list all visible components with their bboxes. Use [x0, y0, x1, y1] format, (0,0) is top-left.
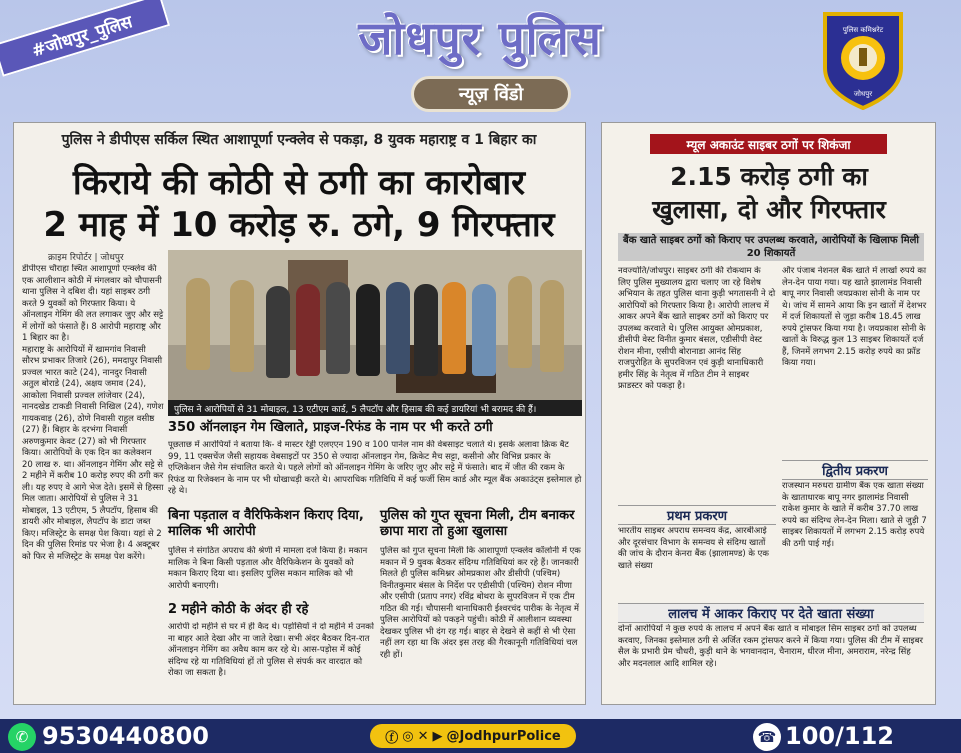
- mule-account-tag: म्यूल अकाउंट साइबर ठगों पर शिकंजा: [650, 134, 887, 154]
- greed-heading: लालच में आकर किराए पर देते खाता संख्या: [618, 603, 924, 623]
- badge-text-bottom: जोधपुर: [853, 90, 873, 98]
- whatsapp-number[interactable]: 9530440800: [42, 722, 209, 750]
- right-subheading: बैंक खाते साइबर ठगों को किराए पर उपलब्ध करवाते, आरोपियों के खिलाफ मिली 20 शिकायतें: [618, 233, 924, 261]
- first-case-paragraph: भारतीय साइबर अपराध समन्वय केंद्र, आरबीआई और दूरसंचार विभाग के समन्वय से संदिग्ध खातों की जांच के दौरान केनरा बैंक (झालामण्ड) के एक खाते संख्या: [618, 526, 769, 571]
- youtube-icon: ▶: [432, 728, 443, 744]
- helpline-number[interactable]: 100/112: [785, 722, 894, 750]
- games-paragraph: पूछताछ में आरोपियों ने बताया कि- वे मास्टर रेड्डी एलएएन 190 व 100 पानेल नाम की वेबसाइट चलाते थे। इसके अलावा क्रिक बैट 99, 11 एक्सचेंज जैसी सहायक वेबसाइटों पर 350 से ज्यादा ऑनलाइन गेम, क्रिकेट मैच सट्टा, कसीनो और विभिन्न प्रकार के एप्लिकेशन जैसे गेम संचालित करते थे। पहले लोगों को ऑनलाइन गेमिंग के जरिए जुए और सट्टे में फंसाते। बाद में जीत की रकम के रिफंड या रिजेक्शन के नाम पर भी धोखाधड़ी करते थे। आपराधिक गतिविधि में कई फर्जी सिम कार्ड और म्यूल बैंक अकाउंट्स इस्तेमाल हो रहे थे।: [168, 440, 582, 496]
- right-body-column1: नवज्योति/जोधपुर। साइबर ठगी की रोकथाम के लिए पुलिस मुख्यालय द्वारा चलाए जा रहे विशेष अभियान के तहत पुलिस थाना कुड़ी भगतासनी ने दो आरोपियों को गिरफ्तार किया है। आरोपी लालच में आकर अपने बैंक खाते साइबर ठगों को किराए पर उपलब्ध करवाते थे। पुलिस आयुक्त ओमप्रकाश, डीसीपी वेस्ट विनीत कुमार बंसल, एडीसीपी वेस्ट रोशन मीना, एसीपी बोरानाडा आनंद सिंह राजपुरोहित के सुपरविजन एवं कुड़ी थानाधिकारी हमीर सिंह के नेतृत्व में गठित टीम ने साइबर फ्राडस्टर को पकड़ा है।: [618, 266, 776, 391]
- second-case-paragraph: राजस्थान मरुधरा ग्रामीण बैंक एक खाता संख्या के खाताधारक बापू नगर झालामंड निवासी राकेश कुमार के खाते में करीब 37.70 लाख रुपये का संदिग्ध लेन-देन मिला। खाते से जुड़ी 7 साइबर शिकायतों में लगभग 2.15 करोड़ रुपये की ठगी पाई गई।: [782, 481, 927, 549]
- two-months-subheading: 2 महीने कोठी के अंदर ही रहे: [168, 602, 309, 617]
- left-headline-line1: किराये की कोठी से ठगी का कारोबार: [72, 163, 526, 203]
- whatsapp-icon[interactable]: ✆: [8, 723, 36, 751]
- social-handle-pill[interactable]: [370, 724, 576, 748]
- right-headline-line2: खुलासा, दो और गिरफ्तार: [652, 195, 886, 224]
- verification-subheading: बिना पड़ताल व वैरिफिकेशन किराए दिया, मालिक भी आरोपी: [168, 508, 364, 539]
- brand-title: जोधपुर पुलिस: [358, 11, 602, 65]
- police-badge-icon: [815, 10, 911, 110]
- photo-caption: पुलिस ने आरोपियों से 31 मोबाइल, 13 एटीएम कार्ड, 5 लैपटॉप और हिसाब की कई डायरियां भी बरामद की हैं।: [168, 400, 582, 416]
- facebook-icon: ⓕ: [385, 730, 399, 746]
- x-icon: ✕: [417, 728, 429, 744]
- two-months-paragraph: आरोपी दो महीने से घर में ही कैद थे। पड़ोसियों ने दो महीने में उनको ना बाहर आते देखा और ना जाते देखा। सभी अंदर बैठकर दिन-रात ऑनलाइन गेमिंग का अवैध काम कर रहे थे। आस-पड़ोस में कोई संदिग्ध रहे या गतिविधियां हों तो पुलिस से संपर्क कर वारदात को रोका जा सकता है।: [168, 622, 374, 678]
- badge-text-top: पुलिस कमिश्नरेट: [842, 26, 884, 34]
- hashtag-banner: #जोधपुर_पुलिस: [0, 0, 170, 77]
- greed-paragraph: दोनों आरोपियों ने कुछ रुपये के लालच में अपने बैंक खाते व मोबाइल सिम साइबर ठगों को उपलब्ध करवाए, जिनका इस्तेमाल ठगी से अर्जित रकम ट्रांसफर करने में किया गया। पुलिस की टीम में साइबर सैल के प्रभारी प्रेम चौधरी, कुड़ी थाने के भगवानदान, चैनाराम, धीरज मीना, अमराराम, नरेन्द्र सिंह और मदनलाल आदि शामिल रहे।: [618, 624, 923, 669]
- social-handle-text: @JodhpurPolice: [446, 728, 561, 744]
- first-case-heading: प्रथम प्रकरण: [618, 505, 776, 525]
- arrest-photo: [168, 250, 582, 400]
- phone-icon: ☎: [753, 723, 781, 751]
- right-headline-line1: 2.15 करोड़ ठगी का: [670, 162, 868, 191]
- right-body-column2: और पंजाब नेशनल बैंक खाते में लाखों रुपये का लेन-देन पाया गया। यह खाते झालामंड निवासी बापू नगर निवासी जयप्रकाश सोनी के नाम पर थे। जांच में सामने आया कि इन खातों में देशभर में दर्ज शिकायतों से जुड़ा करीब 18.45 लाख रुपये ट्रांसफर किया गया है। जयप्रकाश सोनी के खातों के विरुद्ध कुल 13 साइबर शिकायतें दर्ज हैं, जिनमें लगभग 2.15 करोड़ रुपये का फ्रॉड किया गया।: [782, 266, 927, 368]
- tip-subheading: पुलिस को गुप्त सूचना मिली, टीम बनाकर छापा मारा तो हुआ खुलासा: [380, 508, 575, 539]
- right-headline: [604, 160, 934, 226]
- news-window-label: न्यूज़ विंडो: [411, 76, 571, 112]
- left-kicker: पुलिस ने डीपीएस सर्किल स्थित आशापूर्णा एन्क्लेव से पकड़ा, 8 युवक महाराष्ट्र व 1 बिहार का: [61, 132, 537, 148]
- byline: क्राइम रिपोर्टर | जोधपुर: [48, 253, 124, 263]
- tip-paragraph: पुलिस को गुप्त सूचना मिली कि आशापूर्णा एन्क्लेव कॉलोनी में एक मकान में 9 युवक बैठकर संदिग्ध गतिविधियां कर रहे हैं। जानकारी मिलते ही पुलिस कमिश्नर ओमप्रकाश और डीसीपी (पश्चिम) विनीतकुमार बंसल के निर्देश पर एडीसीपी (पश्चिम) रोशन मीणा और एसीपी (प्रताप नगर) रविंद्र बोथरा के सुपरविजन में एक टीम गठित की गई। चौपासनी थानाधिकारी ईश्वरचंद पारीक के नेतृत्व में पुलिस आरोपियों को पकड़ने पहुंची। कोठी में आलीशान व्यवस्था देखकर पुलिस भी दंग रह गई। बाहर से देखने से कहीं से भी ऐसा नहीं लग रहा था कि अंदर इस तरह की गैरकानूनी गतिविधियां चल रही हों।: [380, 546, 581, 660]
- left-body-column: डीपीएस चौराहा स्थित आशापूर्णा एन्क्लेव की एक आलीशान कोठी में मंगलवार को चौपासनी थाना पुलिस ने दबिश दी। यहां साइबर ठगी करते 9 युवकों को गिरफ्तार किया। ये ऑनलाइन गेमिंग की लत लगाकर जुए और सट्टे में लोगों को फंसाते हैं। 8 आरोपी महाराष्ट्र और 1 बिहार का है। महाराष्ट्र के आरोपियों में खामगांव निवासी सौरभ प्रभाकर तिजारे (26), ममदापुर निवासी प्रज्वल भारत काटे (24), नानदुर निवासी अतुल बोराडे (24), अक्षय जमाव (24), आकोला निवासी प्रज्वल लांजेवार (24), नानदखेड टाकडी निवासी निखिल (24), गणेश गायकवाड़ (26), ठोणे निवासी राहुल वसीष्ठ (27) हैं। बिहार के दरभंगा निवासी अरुणकुमार केवट (27) को भी गिरफ्तार किया। आरोपियों के एक दिन का कलेक्शन 20 लाख रु. था। ऑनलाइन गेमिंग और सट्टे से 2 महीने में करीब 10 करोड़ रुपए की ठगी कर ली। यह रुपए वे आगे भेज देते। इसमें से हिस्सा मिल जाता। आरोपियों से पुलिस ने 31 मोबाइल, 13 एटीएम, 5 लैपटॉप, हिसाब की डायरी और मोबाइल, लैपटॉप के डाटा जब्त किए। मजिस्ट्रेट के समक्ष पेश किया। यहां से 2 दिन की पुलिस रिमांड पर भेजा है। 4 अक्टूबर को फिर से मजिस्ट्रेट के समक्ष पेश करेंगे।: [22, 264, 164, 562]
- left-headline: [16, 162, 582, 246]
- verification-paragraph: पुलिस ने संगठित अपराध की श्रेणी में मामला दर्ज किया है। मकान मालिक ने बिना किसी पड़ताल और वैरिफिकेशन के युवकों को मकान किराए दिया था। इसलिए पुलिस मकान मालिक को भी आरोपी बनाएगी।: [168, 546, 368, 591]
- second-case-heading: द्वितीय प्रकरण: [782, 460, 928, 480]
- instagram-icon: ◎: [402, 728, 414, 744]
- left-headline-line2: 2 माह में 10 करोड़ रु. ठगे, 9 गिरफ्तार: [43, 205, 555, 245]
- games-subheading: 350 ऑनलाइन गेम खिलाते, प्राइज-रिफंड के नाम पर भी करते ठगी: [168, 420, 493, 435]
